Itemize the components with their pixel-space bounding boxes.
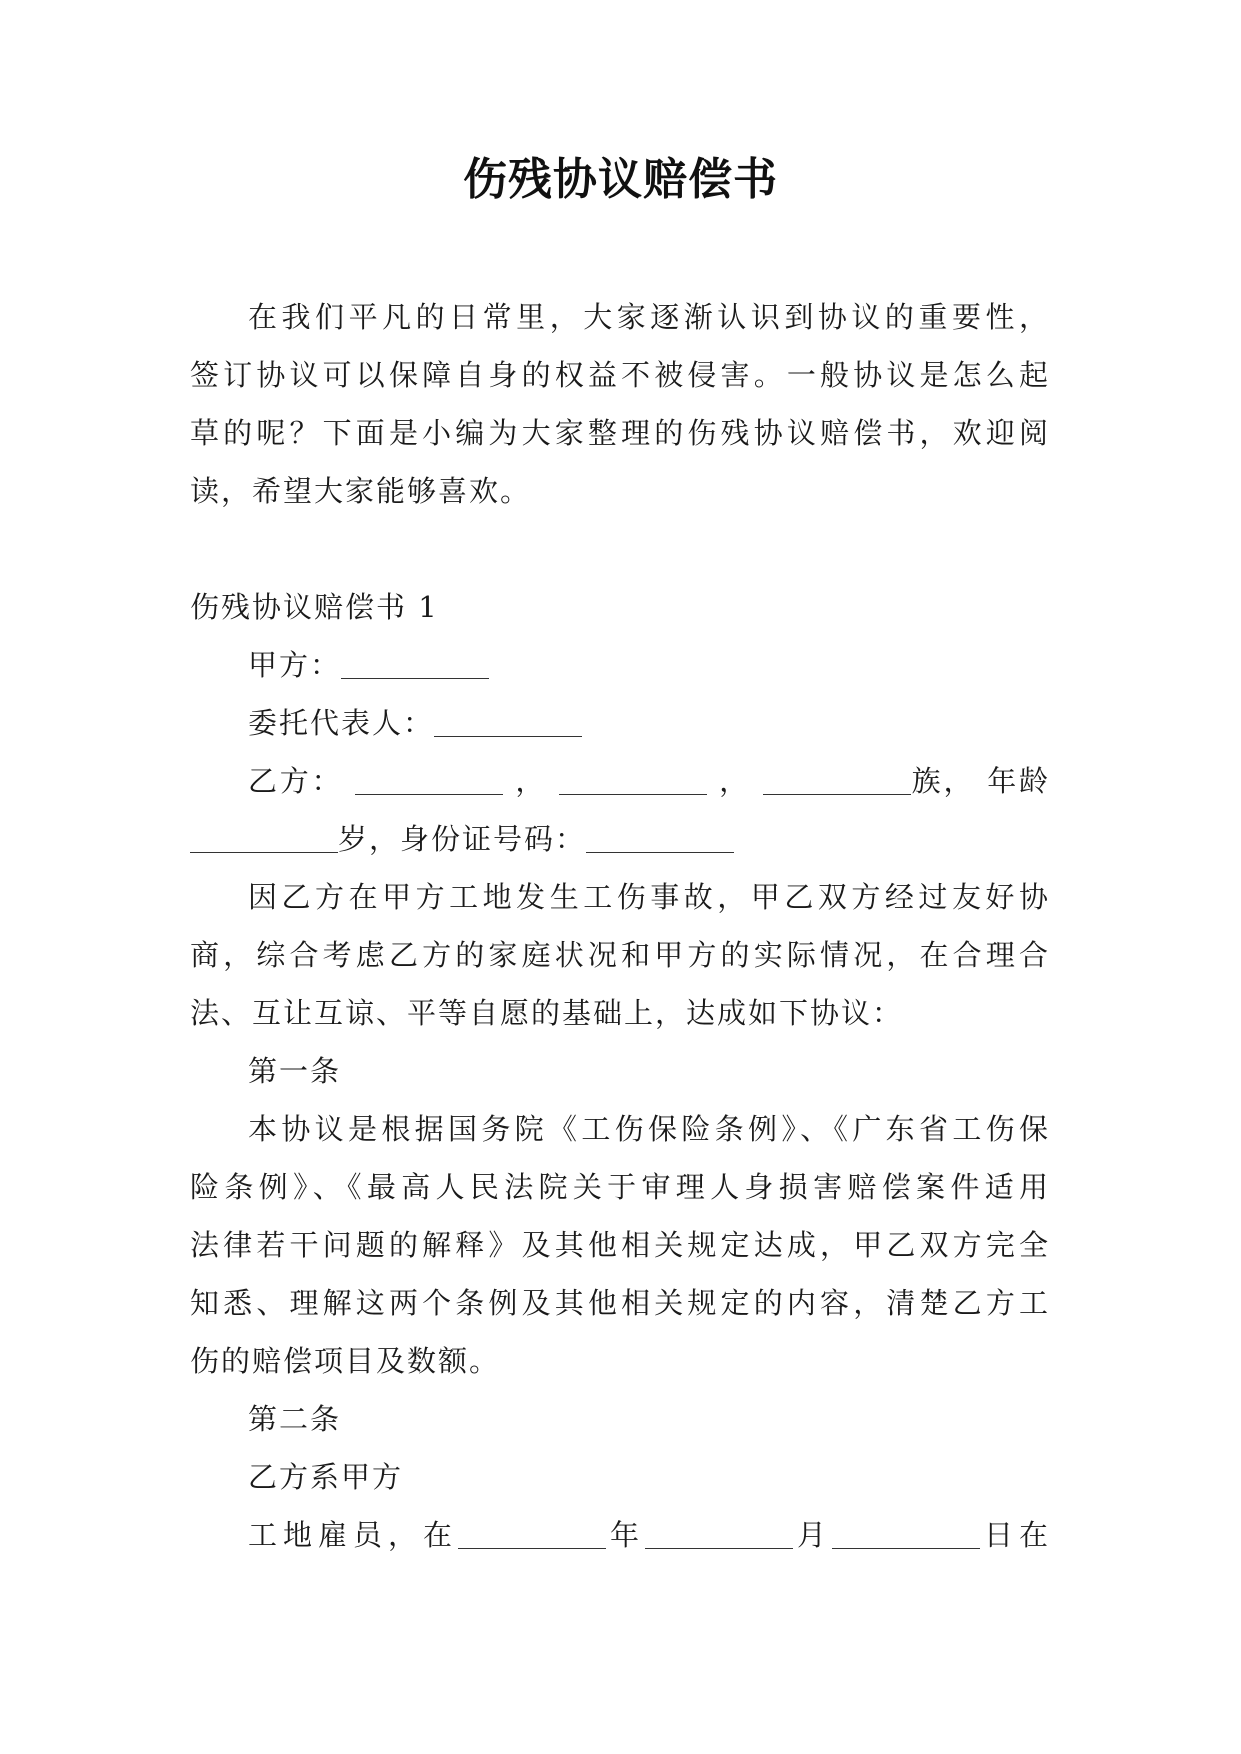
- cause-line-2: 商，综合考虑乙方的家庭状况和甲方的实际情况，在合理合: [190, 938, 1050, 972]
- party-b-sep-1: ，: [515, 764, 548, 798]
- article-1-line-2: 险条例》、《最高人民法院关于审理人身损害赔偿案件适用: [190, 1170, 1050, 1204]
- party-b-ethnicity-blank: [763, 765, 911, 795]
- party-b-gender-blank: [559, 765, 707, 795]
- article-2-line-2: [190, 1506, 1050, 1564]
- cause-line-3: 法、互让互谅、平等自愿的基础上，达成如下协议：: [190, 996, 904, 1030]
- document-body: [190, 288, 1050, 1564]
- article-1-heading: 第一条: [248, 1054, 342, 1088]
- party-a-label: 甲方：: [248, 648, 342, 682]
- article-2-prefix: 工地雇员，在: [248, 1518, 458, 1552]
- party-a-blank: [341, 649, 489, 679]
- document-title: 伤残协议赔偿书: [463, 154, 778, 205]
- section-heading: 伤残协议赔偿书 1: [190, 590, 439, 624]
- month-blank: [645, 1519, 793, 1549]
- intro-line-3: 草的呢？下面是小编为大家整理的伤残协议赔偿书，欢迎阅: [190, 416, 1050, 450]
- representative-line: [190, 694, 1050, 752]
- party-b-age-suffix: 岁，身份证号码：: [338, 822, 587, 856]
- representative-label: 委托代表人：: [248, 706, 435, 740]
- article-1-line-1: 本协议是根据国务院《工伤保险条例》、《广东省工伤保: [248, 1112, 1050, 1146]
- party-b-age-blank: [190, 823, 338, 853]
- article-1-line-4: 知悉、理解这两个条例及其他相关规定的内容，清楚乙方工: [190, 1286, 1050, 1320]
- intro-line-1: 在我们平凡的日常里，大家逐渐认识到协议的重要性，: [248, 300, 1050, 334]
- day-label: 日在: [979, 1518, 1050, 1552]
- article-1-line-5: 伤的赔偿项目及数额。: [190, 1344, 501, 1378]
- party-b-line: [190, 752, 1050, 810]
- party-b-label: 乙方：: [248, 764, 344, 798]
- article-1-line-3: 法律若干问题的解释》及其他相关规定达成，甲乙双方完全: [190, 1228, 1050, 1262]
- year-label: 年: [605, 1518, 645, 1552]
- article-2-heading: 第二条: [248, 1402, 342, 1436]
- month-label: 月: [792, 1518, 832, 1552]
- year-blank: [458, 1519, 606, 1549]
- party-b-id-blank: [586, 823, 734, 853]
- article-2-line-1: 乙方系甲方: [248, 1460, 404, 1494]
- representative-blank: [434, 707, 582, 737]
- party-b-sep-2: ，: [719, 764, 751, 798]
- cause-line-1: 因乙方在甲方工地发生工伤事故，甲乙双方经过友好协: [248, 880, 1050, 914]
- party-b-ethnicity-suffix: 族，: [910, 764, 976, 798]
- party-b-name-blank: [355, 765, 503, 795]
- party-a-line: [190, 636, 1050, 694]
- day-blank: [832, 1519, 980, 1549]
- intro-line-4: 读，希望大家能够喜欢。: [190, 474, 532, 508]
- paragraph-gap: [190, 520, 1050, 578]
- intro-line-2: 签订协议可以保障自身的权益不被侵害。一般协议是怎么起: [190, 358, 1050, 392]
- party-b-age-label: 年龄: [987, 764, 1050, 798]
- party-b-line-2: [190, 810, 1050, 868]
